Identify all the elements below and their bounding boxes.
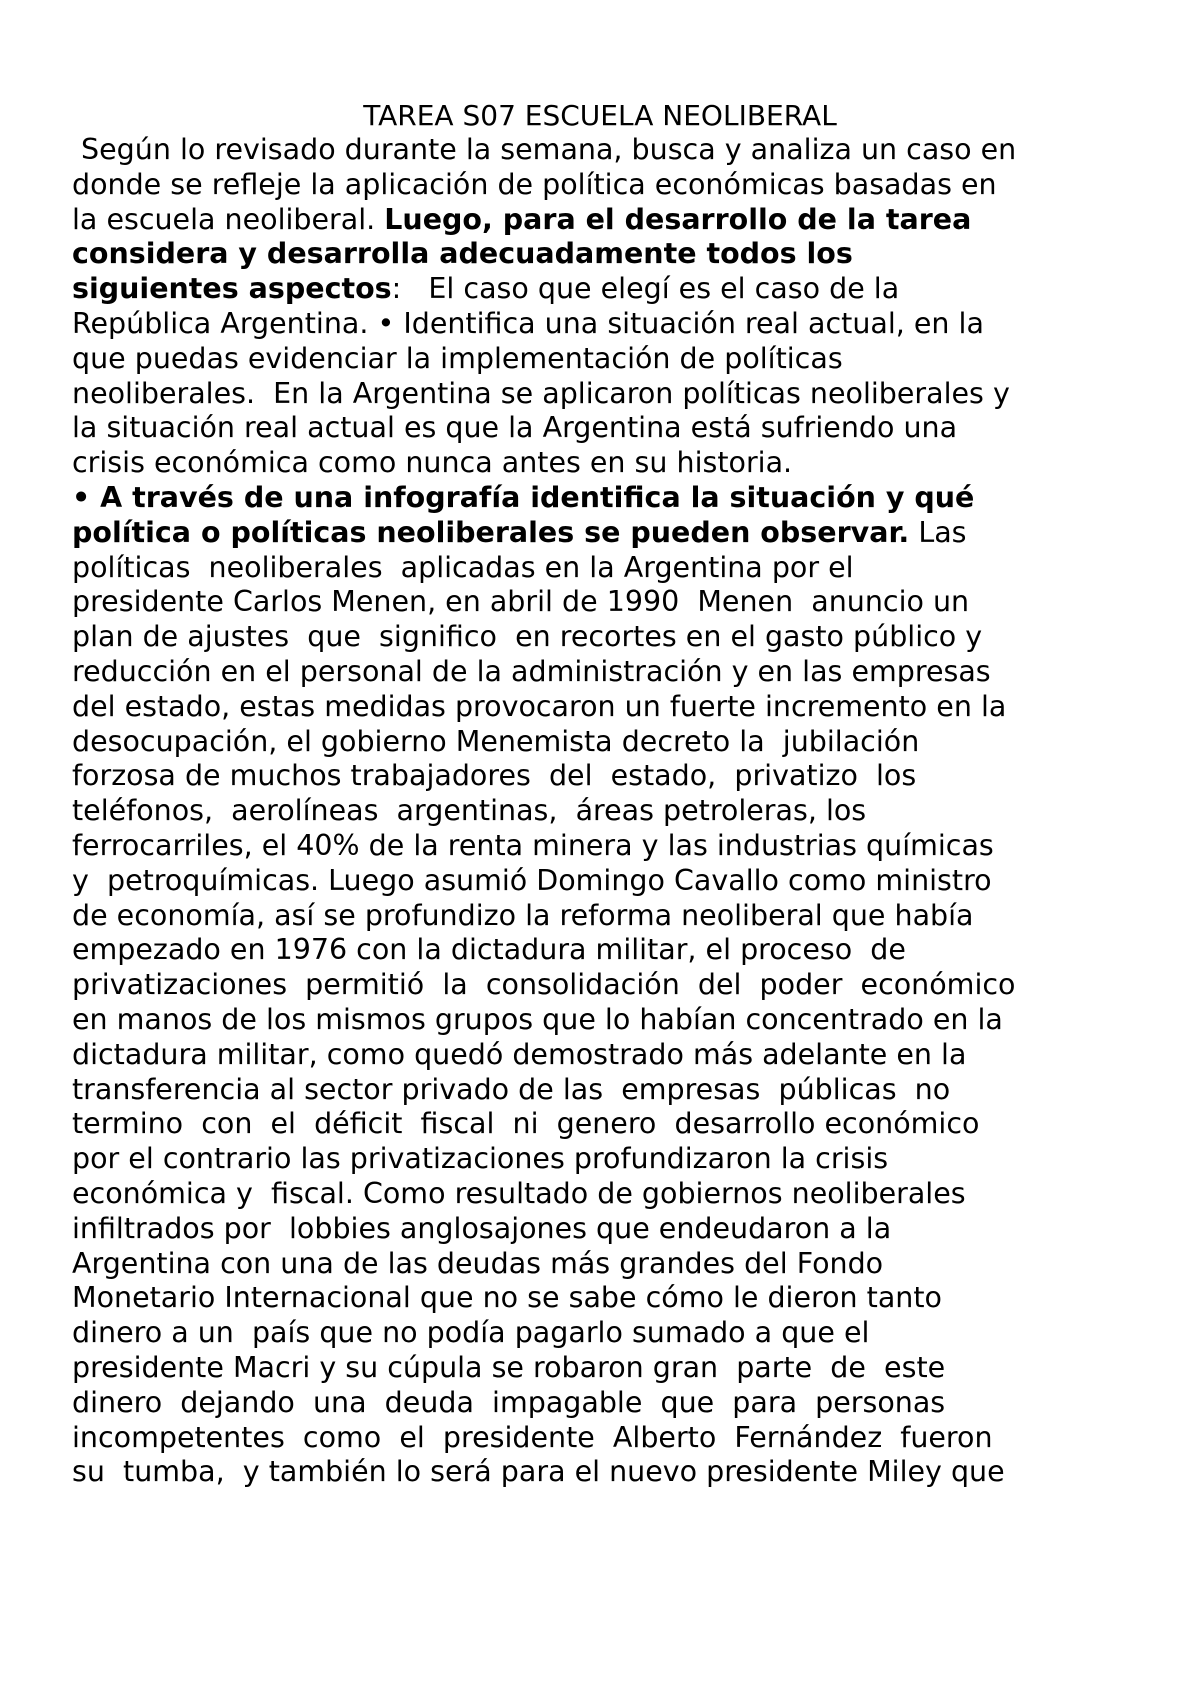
- text-run: económica y fiscal. Como resultado de gobiernos neoliberales: [72, 1177, 966, 1210]
- paragraph-line: [72, 514, 967, 552]
- paragraph-line: [72, 1314, 869, 1352]
- paragraph-line: [72, 897, 974, 935]
- text-run: políticas neoliberales aplicadas en la Argentina por el: [72, 550, 854, 584]
- paragraph-line: [72, 1453, 1005, 1491]
- text-run: termino con el déficit fiscal ni genero desarrollo económico: [72, 1107, 980, 1141]
- text-run: dinero dejando una deuda impagable que para personas: [72, 1385, 946, 1419]
- text-run: incompetentes como el presidente Alberto Fernández fueron: [72, 1420, 993, 1454]
- bold-text-run: • A través de una infografía identifica la situación y qué: [72, 481, 975, 514]
- paragraph-line: [72, 1175, 966, 1213]
- text-run: Según lo revisado durante la semana, busca y analiza un caso en: [72, 133, 1017, 166]
- text-run: la escuela neoliberal.: [72, 202, 385, 236]
- text-run: del estado, estas medidas provocaron un fuerte incremento en la: [72, 689, 1007, 723]
- paragraph-line: [72, 1140, 888, 1178]
- paragraph-line: [72, 375, 1010, 413]
- paragraph-line: [72, 1036, 966, 1074]
- paragraph-line: [72, 409, 957, 447]
- paragraph-line: [72, 1419, 993, 1457]
- paragraph-line: [72, 583, 969, 621]
- paragraph-line: [72, 1279, 942, 1317]
- paragraph-line: [72, 653, 991, 691]
- text-run: crisis económica como nunca antes en su historia.: [72, 446, 793, 480]
- text-run: por el contrario las privatizaciones profundizaron la crisis: [72, 1142, 889, 1176]
- text-run: y petroquímicas. Luego asumió Domingo Cavallo como ministro: [72, 863, 992, 897]
- text-run: de economía, así se profundizo la reforma neoliberal que había: [72, 898, 974, 932]
- text-run: que puedas evidenciar la implementación de políticas: [72, 341, 843, 375]
- text-run: Argentina con una de las deudas más grandes del Fondo: [72, 1246, 884, 1280]
- paragraph-line: [72, 723, 919, 761]
- text-run: neoliberales. En la Argentina se aplicaron políticas neoliberales y: [72, 376, 1010, 410]
- paragraph-line: [72, 305, 984, 343]
- text-run: presidente Carlos Menen, en abril de 1990 Menen anuncio un: [72, 585, 970, 619]
- text-run: donde se refleje la aplicación de política económicas basadas en: [72, 167, 997, 201]
- paragraph-line: [72, 201, 971, 239]
- text-run: transferencia al sector privado de las empresas públicas no: [72, 1072, 951, 1106]
- text-run: República Argentina. • Identifica una situación real actual, en la: [72, 307, 984, 340]
- document-title: TAREA S07 ESCUELA NEOLIBERAL: [363, 99, 837, 132]
- text-run: privatizaciones permitió la consolidación del poder económico: [72, 968, 1016, 1002]
- paragraph-line: [72, 340, 843, 378]
- paragraph-line: [72, 757, 916, 795]
- paragraph-line: [72, 166, 997, 204]
- paragraph-line: [72, 966, 1015, 1004]
- bold-text-run: política o políticas neoliberales se pueden observar.: [72, 515, 910, 549]
- paragraph-line: [72, 1105, 979, 1143]
- text-run: Monetario Internacional que no se sabe cómo le dieron tanto: [72, 1281, 942, 1315]
- text-run: infiltrados por lobbies anglosajones que endeudaron a la: [72, 1211, 892, 1245]
- paragraph-line: [72, 1210, 891, 1248]
- text-run: desocupación, el gobierno Menemista decreto la jubilación: [72, 724, 920, 758]
- text-run: dictadura militar, como quedó demostrado más adelante en la: [72, 1037, 967, 1071]
- paragraph-line: [72, 1001, 1003, 1039]
- text-run: su tumba, y también lo será para el nuevo presidente Miley que: [72, 1455, 1005, 1489]
- paragraph-line: [72, 862, 992, 900]
- paragraph-line: [72, 792, 866, 830]
- paragraph-line: [72, 1384, 945, 1422]
- text-run: ferrocarriles, el 40% de la renta minera y las industrias químicas: [72, 829, 994, 862]
- paragraph-line: [72, 549, 854, 587]
- text-run: la situación real actual es que la Argentina está sufriendo una: [72, 411, 958, 445]
- bold-text-run: considera y desarrolla adecuadamente todos los: [72, 237, 853, 271]
- paragraph-line: [72, 931, 906, 969]
- paragraph-line: [72, 479, 974, 517]
- paragraph-line: [72, 131, 1016, 169]
- text-run: : El caso que elegí es el caso de la: [391, 272, 900, 306]
- text-run: reducción en el personal de la administración y en las empresas: [72, 655, 991, 688]
- paragraph-line: [72, 235, 853, 273]
- paragraph-line: [72, 688, 1006, 726]
- paragraph-line: [72, 1071, 950, 1109]
- paragraph-line: [72, 618, 982, 656]
- text-run: forzosa de muchos trabajadores del estado, privatizo los: [72, 759, 917, 793]
- text-run: presidente Macri y su cúpula se robaron gran parte de este: [72, 1351, 946, 1384]
- paragraph-line: [72, 444, 792, 482]
- text-run: dinero a un país que no podía pagarlo sumado a que el: [72, 1316, 870, 1350]
- paragraph-line: [72, 827, 994, 865]
- text-run: plan de ajustes que significo en recortes en el gasto público y: [72, 620, 983, 654]
- bold-text-run: Luego, para el desarrollo de la tarea: [384, 202, 972, 236]
- text-run: teléfonos, aerolíneas argentinas, áreas petroleras, los: [72, 794, 867, 828]
- bold-text-run: siguientes aspectos: [72, 272, 392, 306]
- paragraph-line: [72, 270, 899, 308]
- paragraph-line: [72, 1349, 945, 1387]
- text-run: Las: [909, 515, 967, 549]
- paragraph-line: [72, 1245, 883, 1283]
- text-run: en manos de los mismos grupos que lo habían concentrado en la: [72, 1003, 1003, 1036]
- text-run: empezado en 1976 con la dictadura militar, el proceso de: [72, 933, 906, 967]
